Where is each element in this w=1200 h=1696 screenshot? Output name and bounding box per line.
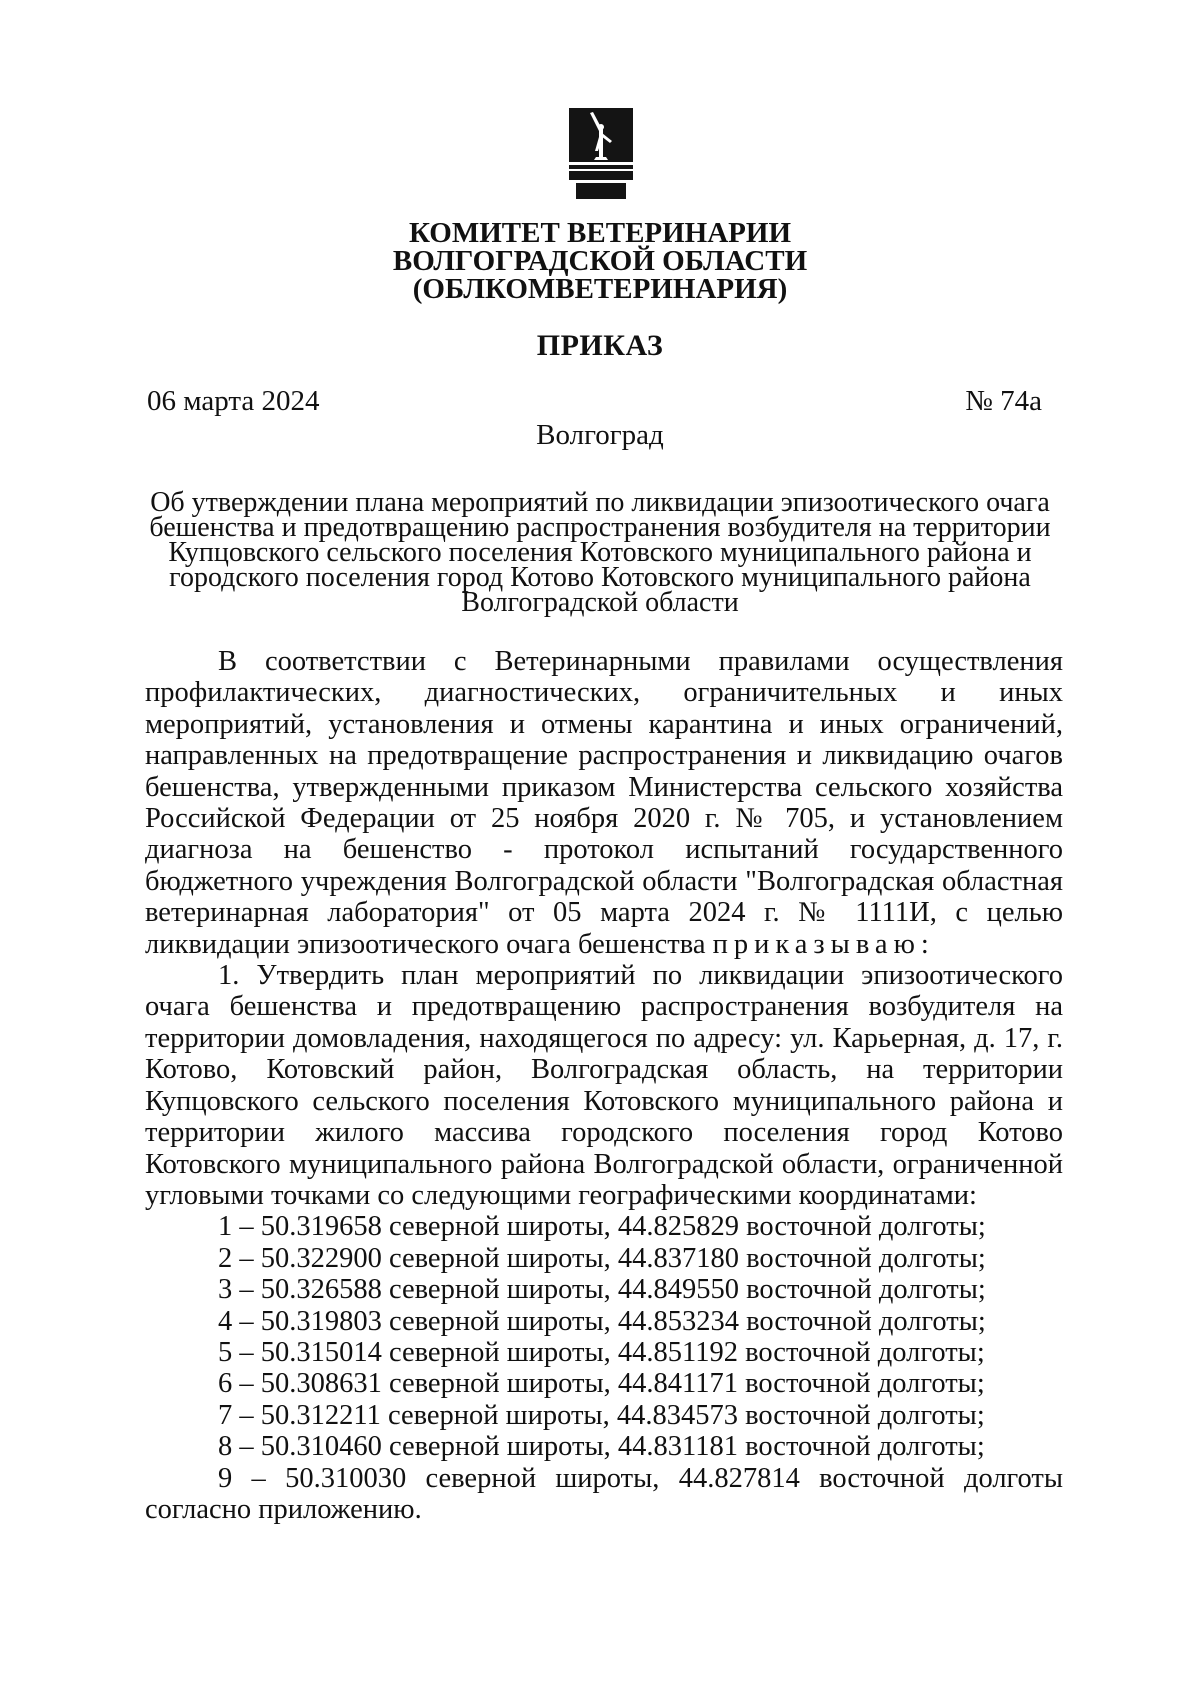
coordinate-point: 4 – 50.319803 северной широты, 44.853234 восточной долготы; bbox=[218, 1305, 986, 1337]
preamble-paragraph bbox=[145, 646, 1063, 960]
order-subject bbox=[140, 487, 1060, 618]
organization-name-line-2: ВОЛГОГРАДСКОЙ ОБЛАСТИ bbox=[392, 245, 808, 277]
preamble-text: В соответствии с Ветеринарными правилами осуществления профилактических, диагностических, ограничительных и иных мероприятий, установления и отмены карантина и иных ограничений, направленных на предотвращение распространения и ликвидацию очагов бешенства, утвержденными приказом Министерства сельского хозяйства Российской Федерации от 25 ноября 2020 г. № 705, и установлением диагноза на бешенство - протокол испытаний государственного бюджетного учреждения Волгоградской области "Волгоградская областная ветеринарная лаборатория" от 05 марта 2024 г. № 1111И, с целью ликвидации эпизоотического очага бешенства bbox=[145, 646, 1063, 960]
subject-line: бешенства и предотвращению распространения возбудителя на территории bbox=[149, 512, 1051, 543]
coordinate-point: 8 – 50.310460 северной широты, 44.831181 восточной долготы; bbox=[218, 1431, 985, 1463]
item-1-paragraph: 1. Утвердить план мероприятий по ликвидации эпизоотического очага бешенства и предотвращению распространения возбудителя на территории домовладения, находящегося по адресу: ул. Карьерная, д. 17, г. Котово, Котовский район, Волгоградская область, на территории Купцовского сельского поселения Котовского муниципального района и территории жилого массива городского поселения город Котово Котовского муниципального района Волгоградской области, ограниченной угловыми точками со следующими географическими координатами: bbox=[145, 960, 1063, 1211]
organization-abbreviation: (ОБЛКОМВЕТЕРИНАРИЯ) bbox=[412, 273, 788, 305]
coat-of-arms-icon bbox=[566, 107, 636, 201]
order-word: приказываю: bbox=[712, 928, 935, 960]
coordinate-point: 6 – 50.308631 северной широты, 44.841171 восточной долготы; bbox=[218, 1368, 985, 1400]
coordinate-point-last: 9 – 50.310030 северной широты, 44.827814 восточной долготы согласно приложению. bbox=[145, 1462, 1063, 1525]
subject-line: городского поселения город Котово Котовского муниципального района bbox=[169, 562, 1031, 593]
coordinate-point: 5 – 50.315014 северной широты, 44.851192 восточной долготы; bbox=[218, 1336, 985, 1368]
subject-line: Об утверждении плана мероприятий по ликвидации эпизоотического очага bbox=[150, 487, 1050, 518]
document-type-title: ПРИКАЗ bbox=[536, 329, 664, 362]
subject-line: Волгоградской области bbox=[461, 587, 739, 618]
document-date: 06 марта 2024 bbox=[147, 385, 320, 417]
order-body bbox=[145, 646, 1063, 1525]
coordinate-point: 2 – 50.322900 северной широты, 44.837180 восточной долготы; bbox=[218, 1242, 986, 1274]
coordinate-point: 3 – 50.326588 северной широты, 44.849550 восточной долготы; bbox=[218, 1274, 986, 1306]
organization-name-line-1: КОМИТЕТ ВЕТЕРИНАРИИ bbox=[408, 217, 792, 249]
coordinate-point: 1 – 50.319658 северной широты, 44.825829 восточной долготы; bbox=[218, 1211, 986, 1243]
subject-line: Купцовского сельского поселения Котовского муниципального района и bbox=[168, 537, 1032, 568]
document-number: № 74а bbox=[965, 385, 1042, 417]
coordinate-point: 7 – 50.312211 северной широты, 44.834573 восточной долготы; bbox=[218, 1399, 985, 1431]
document-city: Волгоград bbox=[536, 419, 664, 451]
